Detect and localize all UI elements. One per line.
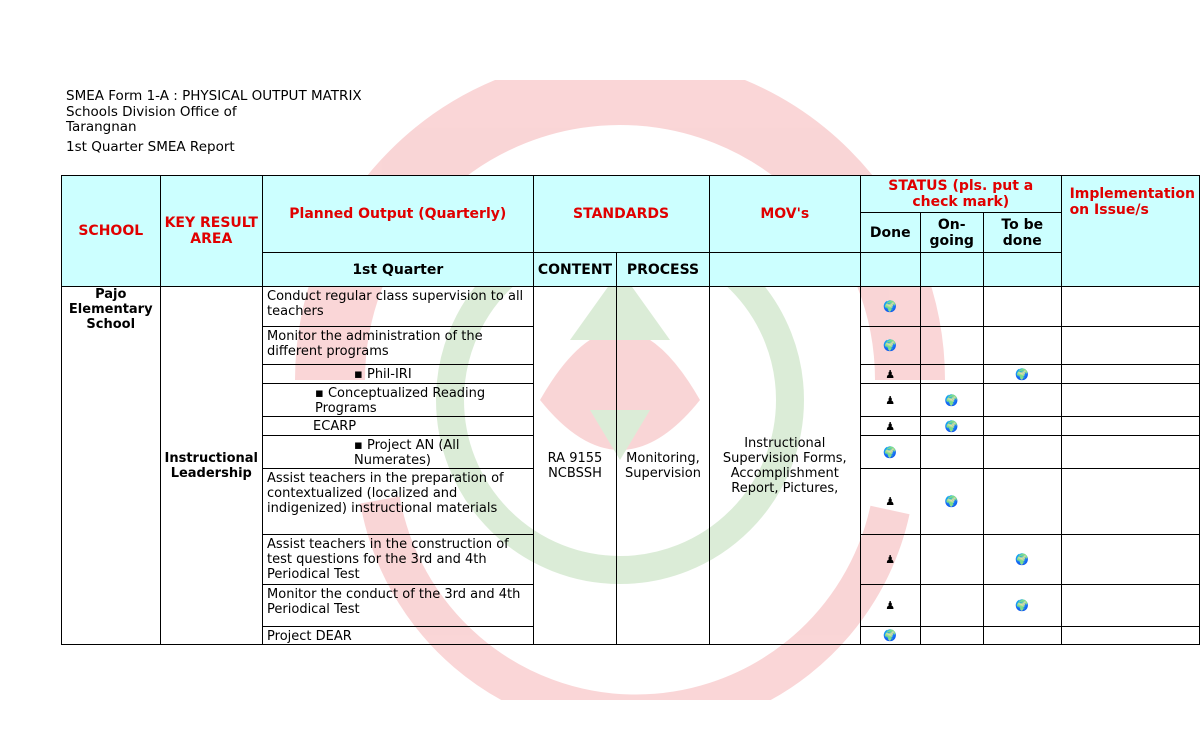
tobedone-mark-icon [983,469,1061,535]
planned-output: Conduct regular class supervision to all teachers [263,287,534,327]
done-mark-icon: ♟ [860,417,920,436]
done-mark-icon: 🌍 [860,436,920,469]
ongoing-mark-icon [920,535,983,585]
implementation-cell [1061,436,1199,469]
done-mark-icon: ♟ [860,365,920,384]
report-title: 1st Quarter SMEA Report [66,139,235,155]
implementation-cell [1061,287,1199,327]
col-implementation-header: Implementation on Issue/s [1061,176,1199,287]
table-row [62,287,1200,327]
ongoing-mark-icon [920,627,983,645]
implementation-cell [1061,469,1199,535]
division-name: Tarangnan [66,119,137,135]
ongoing-mark-icon: 🌍 [920,417,983,436]
school-name: Pajo Elementary School [62,287,161,645]
done-mark-icon: 🌍 [860,627,920,645]
ongoing-mark-icon: 🌍 [920,469,983,535]
implementation-cell [1061,585,1199,627]
tobedone-mark-icon [983,627,1061,645]
planned-output: ▪ Phil-IRI [263,365,534,384]
planned-output [263,384,534,417]
done-mark-icon: 🌍 [860,327,920,365]
col-ongoing-subheader [920,253,983,287]
tobedone-mark-icon [983,436,1061,469]
standards-content: RA 9155 NCBSSH [533,287,617,645]
key-result-area: Instructional Leadership [160,287,263,645]
tobedone-mark-icon [983,417,1061,436]
implementation-cell [1061,365,1199,384]
col-tobedone-header: To be done [983,213,1061,253]
tobedone-mark-icon [983,287,1061,327]
col-tobedone-subheader [983,253,1061,287]
planned-output: Monitor the administration of the different programs [263,327,534,365]
planned-output: Assist teachers in the preparation of contextualized (localized and indigenized) instructional materials [263,469,534,535]
ongoing-mark-icon [920,327,983,365]
done-mark-icon: ♟ [860,469,920,535]
col-kra-header: KEY RESULT AREA [160,176,263,287]
col-school-header: SCHOOL [62,176,161,287]
done-mark-icon: ♟ [860,384,920,417]
planned-output: Project DEAR [263,627,534,645]
planned-output: ECARP [263,417,534,436]
ongoing-mark-icon [920,585,983,627]
done-mark-icon: 🌍 [860,287,920,327]
tobedone-mark-icon [983,327,1061,365]
col-ongoing-header: On-going [920,213,983,253]
ongoing-mark-icon [920,365,983,384]
col-standards-header: STANDARDS [533,176,709,253]
planned-output-line: ▪ Conceptualized Reading Programs [315,386,486,416]
col-planned-header: Planned Output (Quarterly) [263,176,534,253]
tobedone-mark-icon: 🌍 [983,535,1061,585]
planned-output: ▪ Project AN (All Numerates) [263,436,534,469]
division-office: Schools Division Office of [66,103,237,120]
col-done-subheader [860,253,920,287]
col-movs-subheader [709,253,860,287]
done-mark-icon: ♟ [860,535,920,585]
ongoing-mark-icon [920,287,983,327]
col-quarter-header: 1st Quarter [263,253,534,287]
ongoing-mark-icon [920,436,983,469]
movs-list: Instructional Supervision Forms, Accomplishment Report, Pictures, [709,287,860,645]
implementation-cell [1061,627,1199,645]
col-content-header: CONTENT [533,253,617,287]
implementation-cell [1061,327,1199,365]
form-header [66,89,362,136]
col-status-header: STATUS (pls. put a check mark) [860,176,1061,213]
col-done-header: Done [860,213,920,253]
planned-output: Monitor the conduct of the 3rd and 4th Periodical Test [263,585,534,627]
form-title: SMEA Form 1-A : PHYSICAL OUTPUT MATRIX [66,88,362,104]
ongoing-mark-icon: 🌍 [920,384,983,417]
tobedone-mark-icon: 🌍 [983,585,1061,627]
col-process-header: PROCESS [617,253,709,287]
implementation-cell [1061,417,1199,436]
implementation-cell [1061,384,1199,417]
implementation-cell [1061,535,1199,585]
physical-output-matrix [61,175,1200,645]
done-mark-icon: ♟ [860,585,920,627]
planned-output: Assist teachers in the construction of test questions for the 3rd and 4th Periodical Test [263,535,534,585]
col-movs-header: MOV's [709,176,860,253]
tobedone-mark-icon [983,384,1061,417]
standards-process: Monitoring, Supervision [617,287,709,645]
tobedone-mark-icon: 🌍 [983,365,1061,384]
